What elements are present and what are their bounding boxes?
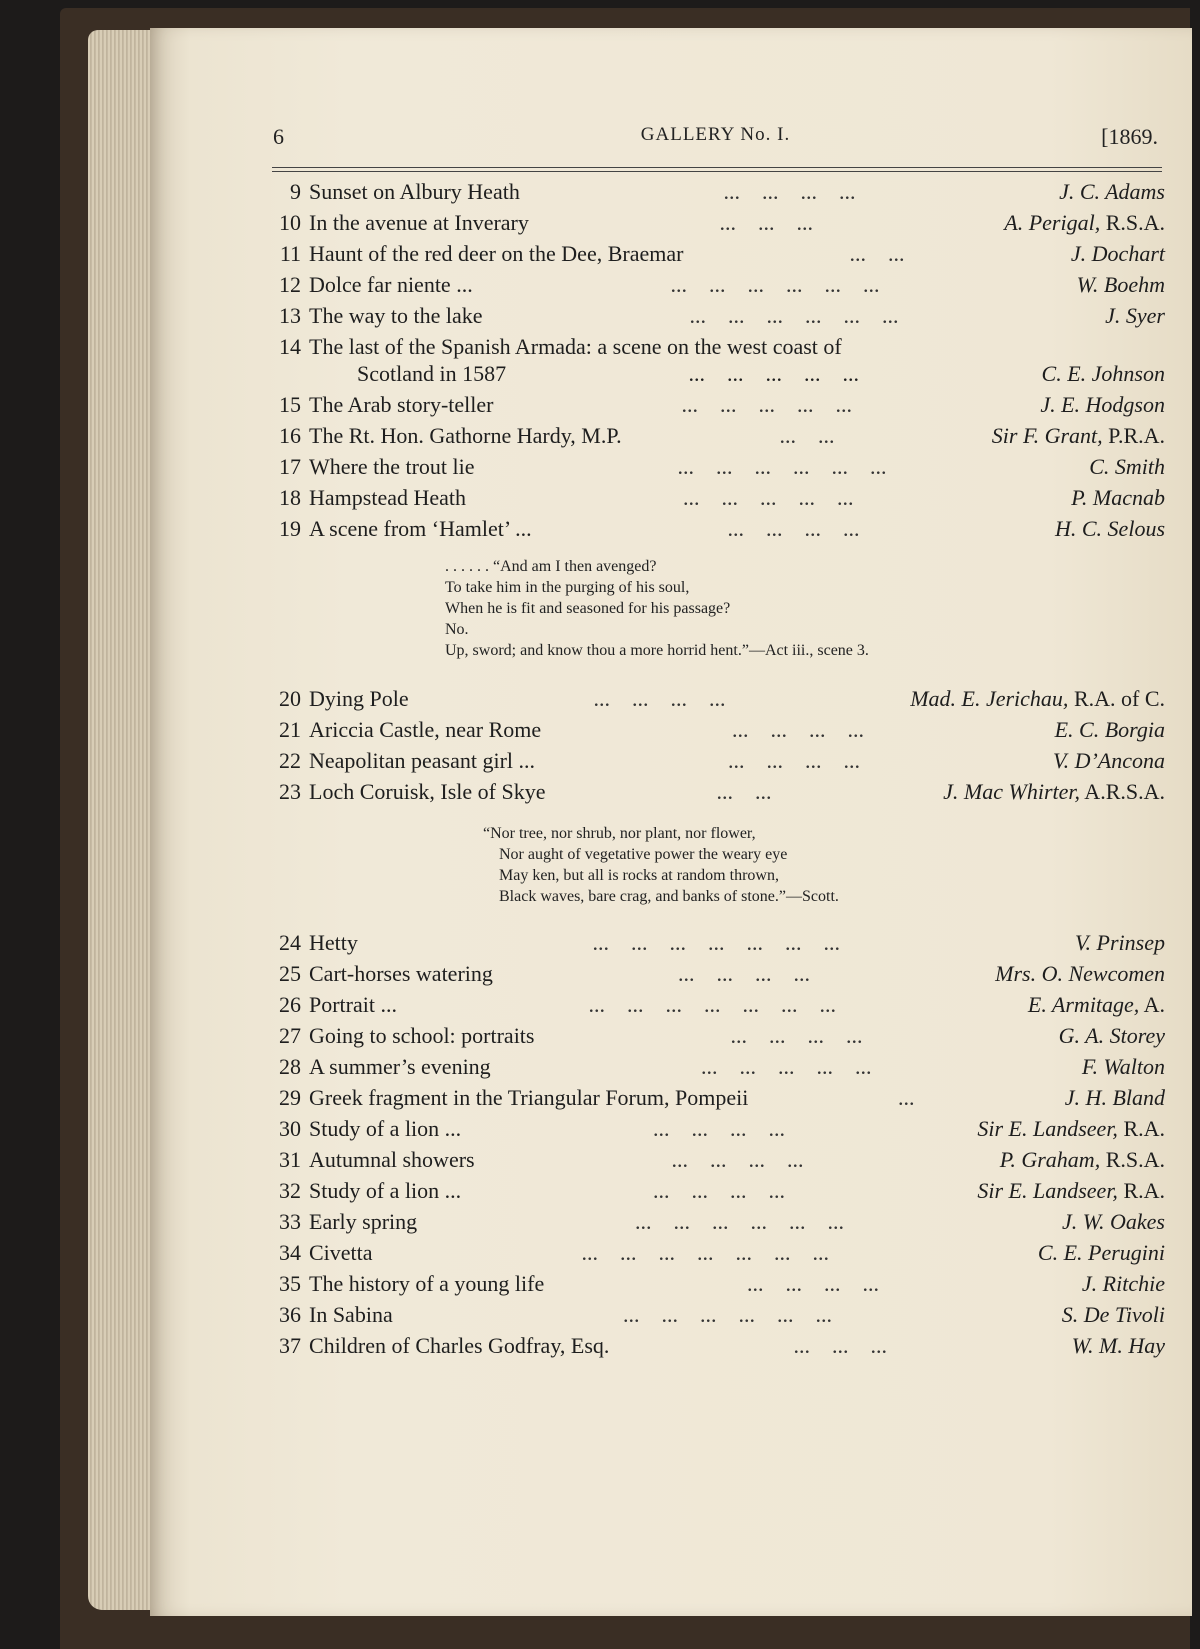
quote-line: When he is fit and seasoned for his passage?: [445, 600, 731, 617]
quote-line: Nor aught of vegetative power the weary eye: [499, 846, 788, 863]
entry-artist: [1062, 1206, 1165, 1237]
leader-dots: ... ... ... ... ...: [683, 485, 854, 510]
entry-artist: [992, 420, 1165, 451]
entry-artist: [1040, 389, 1165, 420]
catalogue-entry: [265, 482, 1165, 513]
entry-artist: [1105, 300, 1165, 331]
catalogue-entry: [265, 1144, 1165, 1175]
leader-dots: ... ... ... ...: [671, 1147, 804, 1172]
entry-number: 37: [279, 1333, 301, 1358]
catalogue-entry: [265, 1113, 1165, 1144]
entry-title: Hampstead Heath: [309, 485, 466, 510]
entry-title: Hetty: [309, 930, 358, 955]
entry-group: [265, 683, 1165, 807]
entry-number: 11: [279, 241, 301, 266]
entry-title: Study of a lion ...: [309, 1178, 462, 1203]
entry-title: Civetta: [309, 1240, 373, 1265]
leader-dots: ... ... ... ... ... ...: [623, 1302, 832, 1327]
artist-name: V. Prinsep: [1074, 930, 1165, 955]
quote-line: Black waves, bare crag, and banks of stone.”—Scott.: [499, 888, 839, 905]
artist-distinction: A.R.S.A.: [1080, 779, 1165, 804]
entry-artist: [1059, 176, 1165, 207]
artist-name: Mad. E. Jerichau,: [910, 686, 1069, 711]
entry-title: A scene from ‘Hamlet’ ...: [309, 516, 532, 541]
entry-artist: [1055, 513, 1165, 544]
entry-title: Sunset on Albury Heath: [309, 179, 520, 204]
entry-group: [265, 389, 1165, 544]
entry-title: The Rt. Hon. Gathorne Hardy, M.P.: [309, 423, 622, 448]
entry-number: 26: [279, 992, 301, 1017]
entry-title: In the avenue at Inverary: [309, 210, 529, 235]
page-header: [273, 124, 1158, 164]
entry-title-continued: Scotland in 1587: [357, 361, 507, 386]
entry-title: Dying Pole: [309, 686, 409, 711]
entry-number: 35: [279, 1271, 301, 1296]
catalogue-entry: [265, 1268, 1165, 1299]
catalogue-entry: [265, 451, 1165, 482]
entry-title: The history of a young life: [309, 1271, 545, 1296]
entry-number: 25: [279, 961, 301, 986]
artist-name: J. Dochart: [1070, 241, 1165, 266]
entry-number: 12: [279, 272, 301, 297]
entry-title: Autumnal showers: [309, 1147, 475, 1172]
artist-name: J. H. Bland: [1064, 1085, 1165, 1110]
entry-number: 27: [279, 1023, 301, 1048]
entry-title: The way to the lake: [309, 303, 483, 328]
leader-dots: ... ... ... ...: [723, 179, 856, 204]
entry-number: 13: [279, 303, 301, 328]
catalogue-entry: [265, 989, 1165, 1020]
leader-dots: ... ... ... ...: [730, 1023, 863, 1048]
entry-number: 15: [279, 392, 301, 417]
artist-name: J. C. Adams: [1059, 179, 1165, 204]
catalogue-entry: [265, 176, 1165, 207]
scott-quote: [483, 823, 1200, 907]
entry-group: [265, 927, 1165, 1361]
artist-distinction: R.S.A.: [1100, 1147, 1165, 1172]
artist-name: J. Mac Whirter,: [943, 779, 1081, 804]
entry-number: 34: [279, 1240, 301, 1265]
entry-artist: [1004, 207, 1165, 238]
leader-dots: ... ... ...: [793, 1333, 887, 1358]
artist-name: P. Graham,: [999, 1147, 1101, 1172]
artist-name: E. C. Borgia: [1054, 717, 1165, 742]
entry-artist: [1000, 1144, 1165, 1175]
entry-artist: [1075, 927, 1165, 958]
entry-artist: [1053, 745, 1165, 776]
catalogue-entry: [265, 683, 1165, 714]
artist-name: H. C. Selous: [1055, 516, 1165, 541]
leader-dots: ...: [898, 1085, 915, 1110]
entry-title: Where the trout lie: [309, 454, 475, 479]
entry-number: 18: [279, 485, 301, 510]
artist-name: Mrs. O. Newcomen: [995, 961, 1165, 986]
entry-artist: [1038, 1237, 1165, 1268]
hamlet-quote: [445, 556, 1200, 661]
entry-number: 10: [279, 210, 301, 235]
header-rule: [272, 167, 1162, 168]
entry-title: The Arab story-teller: [309, 392, 494, 417]
header-rule: [272, 171, 1162, 172]
quote-line: “Nor tree, nor shrub, nor plant, nor flower,: [483, 825, 756, 842]
entry-artist: [1089, 451, 1165, 482]
catalogue-entry: [265, 1237, 1165, 1268]
running-title: GALLERY No. I.: [640, 124, 791, 145]
artist-name: J. Ritchie: [1081, 1271, 1165, 1296]
entry-artist: [910, 683, 1165, 714]
entry-artist: [1072, 1330, 1165, 1361]
catalogue-entry: [265, 207, 1165, 238]
entry-artist: [1082, 1051, 1165, 1082]
leader-dots: ... ... ...: [719, 210, 813, 235]
catalogue-list: [265, 176, 1165, 1361]
entry-number: 24: [279, 930, 301, 955]
entry-number: 32: [279, 1178, 301, 1203]
leader-dots: ... ... ... ...: [727, 516, 860, 541]
catalogue-entry: [265, 420, 1165, 451]
leader-dots: ... ... ... ... ... ...: [689, 303, 899, 328]
artist-name: Sir F. Grant,: [991, 423, 1103, 448]
entry-group: [265, 176, 1165, 331]
leader-dots: ... ... ... ... ... ... ...: [592, 930, 840, 955]
leader-dots: ... ... ... ...: [593, 686, 726, 711]
artist-name: A. Perigal,: [1004, 210, 1101, 235]
catalogue-entry: [265, 513, 1165, 544]
catalogue-entry: [265, 1082, 1165, 1113]
artist-name: V. D’Ancona: [1052, 748, 1165, 773]
page-number: 6: [273, 124, 284, 149]
entry-title: Going to school: portraits: [309, 1023, 535, 1048]
catalogue-entry: [265, 958, 1165, 989]
catalogue-entry: [265, 1330, 1165, 1361]
entry-number: 28: [279, 1054, 301, 1079]
entry-number: 22: [279, 748, 301, 773]
artist-name: P. Macnab: [1071, 485, 1165, 510]
quote-line: May ken, but all is rocks at random thrown,: [499, 867, 779, 884]
entry-title: Loch Coruisk, Isle of Skye: [309, 779, 546, 804]
leader-dots: ... ... ... ... ...: [688, 361, 859, 386]
leader-dots: ... ... ... ... ... ... ...: [588, 992, 836, 1017]
entry-artist: [1071, 238, 1165, 269]
entry-title: A summer’s evening: [309, 1054, 491, 1079]
artist-name: C. Smith: [1089, 454, 1165, 479]
catalogue-entry: [265, 776, 1165, 807]
entry-artist: [1065, 1082, 1165, 1113]
entry-title: The last of the Spanish Armada: a scene on the west coast of: [309, 334, 842, 359]
entry-number: 14: [279, 334, 301, 359]
entry-title: Ariccia Castle, near Rome: [309, 717, 542, 742]
entry-title: Portrait ...: [309, 992, 397, 1017]
entry-artist: C. E. Johnson: [1041, 361, 1165, 386]
artist-name: J. Syer: [1105, 303, 1165, 328]
artist-distinction: R.S.A.: [1100, 210, 1165, 235]
leader-dots: ... ...: [849, 241, 905, 266]
quote-line: Up, sword; and know thou a more horrid hent.”—Act iii., scene 3.: [445, 642, 869, 659]
entry-number: 19: [279, 516, 301, 541]
catalogue-entry: [265, 269, 1165, 300]
artist-name: W. Boehm: [1076, 272, 1165, 297]
leader-dots: ... ... ... ...: [653, 1116, 785, 1141]
leader-dots: ... ... ... ... ...: [681, 392, 852, 417]
entry-number: 23: [279, 779, 301, 804]
entry-title: Dolce far niente ...: [309, 272, 473, 297]
entry-number: 21: [279, 717, 301, 742]
artist-name: C. E. Perugini: [1037, 1240, 1165, 1265]
leader-dots: ... ... ... ... ... ...: [677, 454, 887, 479]
entry-number: 36: [279, 1302, 301, 1327]
leader-dots: ... ... ... ... ... ... ...: [581, 1240, 829, 1265]
entry-title: Early spring: [309, 1209, 418, 1234]
catalogue-entry: [265, 745, 1165, 776]
catalogue-entry: [265, 927, 1165, 958]
quote-line: . . . . . . “And am I then avenged?: [445, 558, 657, 575]
leader-dots: ... ... ... ... ... ...: [670, 272, 880, 297]
entry-artist: [1055, 714, 1165, 745]
leader-dots: ... ... ... ...: [732, 717, 864, 742]
quote-line: No.: [445, 621, 469, 638]
artist-name: F. Walton: [1081, 1054, 1165, 1079]
leader-dots: ... ...: [779, 423, 835, 448]
catalogue-entry: [265, 1020, 1165, 1051]
leader-dots: ... ...: [716, 779, 772, 804]
entry-artist: [1028, 989, 1165, 1020]
catalogue-entry: [265, 238, 1165, 269]
leader-dots: ... ... ... ... ...: [701, 1054, 872, 1079]
entry-number: 31: [279, 1147, 301, 1172]
artist-name: G. A. Storey: [1058, 1023, 1165, 1048]
entry-artist: [977, 1175, 1165, 1206]
leader-dots: ... ... ... ...: [678, 961, 810, 986]
entry-title: Greek fragment in the Triangular Forum, Pompeii: [309, 1085, 749, 1110]
artist-distinction: A.: [1139, 992, 1165, 1017]
entry-title: Haunt of the red deer on the Dee, Braemar: [309, 241, 684, 266]
entry-number: 30: [279, 1116, 301, 1141]
artist-name: S. De Tivoli: [1061, 1302, 1165, 1327]
leader-dots: ... ... ... ...: [728, 748, 860, 773]
catalogue-entry: [265, 389, 1165, 420]
catalogue-entry: [265, 300, 1165, 331]
entry-title: In Sabina: [309, 1302, 393, 1327]
entry-artist: [1082, 1268, 1165, 1299]
entry-title: Study of a lion ...: [309, 1116, 462, 1141]
entry-artist: [1071, 482, 1165, 513]
entry-artist: [995, 958, 1165, 989]
year-label: [1869.: [1101, 124, 1158, 149]
entry-artist: [977, 1113, 1165, 1144]
entry-artist: [1062, 1299, 1165, 1330]
catalogue-entry: [265, 1206, 1165, 1237]
entry-number: 20: [279, 686, 301, 711]
leader-dots: ... ... ... ...: [653, 1178, 785, 1203]
artist-name: W. M. Hay: [1071, 1333, 1165, 1358]
entry-artist: [943, 776, 1165, 807]
catalogue-entry: [265, 714, 1165, 745]
artist-name: Sir E. Landseer,: [977, 1178, 1118, 1203]
artist-name: J. W. Oakes: [1061, 1209, 1165, 1234]
artist-name: Sir E. Landseer,: [977, 1116, 1118, 1141]
artist-distinction: R.A.: [1117, 1116, 1165, 1141]
entry-title: Children of Charles Godfray, Esq.: [309, 1333, 610, 1358]
book-page: [150, 28, 1192, 1616]
entry-title: Cart-horses watering: [309, 961, 493, 986]
leader-dots: ... ... ... ... ... ...: [635, 1209, 844, 1234]
entry-title: Neapolitan peasant girl ...: [309, 748, 536, 773]
entry-artist: [1077, 269, 1165, 300]
catalogue-entry: [265, 1051, 1165, 1082]
catalogue-entry: [265, 1175, 1165, 1206]
artist-distinction: P.R.A.: [1102, 423, 1165, 448]
artist-distinction: R.A. of C.: [1068, 686, 1165, 711]
entry-number: 29: [279, 1085, 301, 1110]
quote-line: To take him in the purging of his soul,: [445, 579, 690, 596]
catalogue-entry: [265, 331, 1165, 389]
catalogue-entry: [265, 1299, 1165, 1330]
artist-name: E. Armitage,: [1027, 992, 1140, 1017]
entry-number: 9: [290, 179, 301, 204]
artist-name: J. E. Hodgson: [1040, 392, 1165, 417]
entry-number: 17: [279, 454, 301, 479]
artist-distinction: R.A.: [1117, 1178, 1165, 1203]
entry-number: 16: [279, 423, 301, 448]
entry-artist: [1059, 1020, 1165, 1051]
entry-number: 33: [279, 1209, 301, 1234]
leader-dots: ... ... ... ...: [747, 1271, 879, 1296]
